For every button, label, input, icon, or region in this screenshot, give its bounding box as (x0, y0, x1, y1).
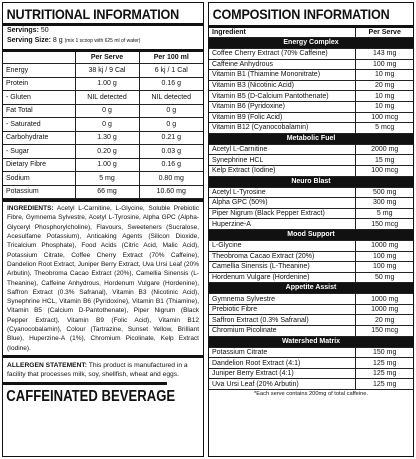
nutrition-row (3, 64, 203, 78)
composition-cell-name: Vitamin B5 (D-Calcium Pantothenate) (209, 91, 356, 102)
nutrition-cell-serve: 0 g (75, 118, 139, 132)
section-header: Metabolic Fuel (209, 133, 413, 144)
composition-cell-value: 20 mg (356, 315, 413, 326)
composition-cell-value: 125 mg (356, 368, 413, 379)
composition-cell-value: 10 mg (356, 91, 413, 102)
nutrition-cell-per100: 0.80 mg (139, 172, 203, 186)
section-header-row (209, 38, 413, 49)
composition-header-row (209, 27, 413, 38)
composition-row (209, 304, 413, 315)
composition-cell-name: Uva Ursi Leaf (20% Arbutin) (209, 379, 356, 390)
nutrition-cell-name: Energy (3, 64, 75, 78)
header-per-serve: Per Serve (356, 27, 413, 38)
composition-cell-name: Synephrine HCL (209, 155, 356, 166)
nutrition-cell-name: Sodium (3, 172, 75, 186)
nutrition-cell-name: Potassium (3, 185, 75, 199)
composition-row (209, 70, 413, 81)
composition-cell-value: 5 mcg (356, 123, 413, 134)
nutrition-cell-per100: 10.60 mg (139, 185, 203, 199)
servings-value: 50 (40, 27, 49, 34)
section-header-row (209, 176, 413, 187)
composition-cell-name: Piper Nigrum (Black Pepper Extract) (209, 208, 356, 219)
composition-cell-name: Kelp Extract (Iodine) (209, 165, 356, 176)
nutrition-header-row (3, 51, 203, 64)
nutrition-cell-per100: 0.03 g (139, 145, 203, 159)
nutrition-cell-name: - Sugar (3, 145, 75, 159)
composition-row (209, 368, 413, 379)
composition-row (209, 272, 413, 283)
section-header: Energy Complex (209, 38, 413, 49)
nutrition-cell-per100: 0.21 g (139, 131, 203, 145)
nutrition-row (3, 77, 203, 91)
composition-row (209, 187, 413, 198)
composition-cell-value: 5 mg (356, 208, 413, 219)
section-header-row (209, 133, 413, 144)
nutrition-row (3, 185, 203, 199)
composition-row (209, 251, 413, 262)
composition-cell-name: L-Glycine (209, 240, 356, 251)
nutrition-table (3, 49, 203, 199)
composition-cell-value: 125 mg (356, 379, 413, 390)
nutrition-title: NUTRITIONAL INFORMATION (6, 6, 180, 22)
nutrition-cell-serve: 1.00 g (75, 77, 139, 91)
header-blank (3, 51, 75, 64)
ingredients-text: Acetyl L-Carnitine, L-Glycine, Soluble Prebiotic Fibre, Gymnema Sylvestre, Acetyl L-Tyrosine, Alpha GPC (Alpha-Glyceryl Phosphorylcholine), Flavours, Sweeteners (Sucralose, Acesulfame Potassium), Anticaking Agents (Silicon Dioxide, Tricalcium Phosphate), Food Acids (Citric Acid, Malic Acid), Potassium Citrate, Coffee Cherry Extract (70% Caffeine), Dandelion Root Extract, Juniper Berry Extract, Uva Ursi Leaf (20% Arbutin), Theobroma Cacao Extract (20%), Camellia Sinensis (L-Theanine), Caffeine Anhydrous, Hordenum Vulgare (Hordenine), Saffron Extract (0.3% Safranal), Vitamin B3 (Nicotinic Acid), Synephrine HCL, Vitamin B6 (Pyridoxine), Vitamin B1 (Thiamine), Vitamin B5 (Calcium D-Pantothenate), Piper Nigrum (Black Pepper Extract), Vitamin B9 (Folic Acid), Vitamin B12 (Cyanocobalamin), Colour (Tartrazine, Sunset Yellow, Brilliant Blue), Huperzine-A (1%), Chromium Picolinate, Kelp Extract (Iodine). (7, 205, 199, 352)
header-per-100ml: Per 100 ml (139, 51, 203, 64)
composition-table (209, 25, 413, 390)
composition-cell-name: Coffee Cherry Extract (70% Caffeine) (209, 49, 356, 60)
nutrition-cell-serve: NIL detected (75, 91, 139, 105)
nutrition-cell-serve: 0.20 g (75, 145, 139, 159)
section-header-row (209, 283, 413, 294)
nutrition-cell-per100: 6 kj / 1 Cal (139, 64, 203, 78)
composition-row (209, 101, 413, 112)
composition-cell-name: Camellia Sinensis (L-Theanine) (209, 262, 356, 273)
nutrition-cell-serve: 66 mg (75, 185, 139, 199)
nutrition-cell-serve: 5 mg (75, 172, 139, 186)
nutrition-cell-name: Carbohydrate (3, 131, 75, 145)
serving-size-line (3, 36, 203, 46)
nutrition-cell-per100: NIL detected (139, 91, 203, 105)
nutrition-cell-per100: 0 g (139, 118, 203, 132)
composition-cell-name: Acetyl L-Carnitine (209, 144, 356, 155)
nutrition-row (3, 145, 203, 159)
allergen-label: ALLERGEN STATEMENT: (7, 361, 87, 369)
nutrition-row (3, 158, 203, 172)
nutrition-cell-name: - Saturated (3, 118, 75, 132)
section-header-row (209, 336, 413, 347)
servings-label: Servings: (7, 27, 39, 34)
composition-cell-name: Vitamin B12 (Cyanocobalamin) (209, 123, 356, 134)
composition-row (209, 208, 413, 219)
composition-row (209, 91, 413, 102)
composition-cell-name: Chromium Picolinate (209, 326, 356, 337)
composition-cell-name: Gymnema Sylvestre (209, 294, 356, 305)
header-ingredient: Ingredient (209, 27, 356, 38)
composition-row (209, 59, 413, 70)
composition-cell-value: 10 mg (356, 101, 413, 112)
nutritional-information-panel (2, 2, 204, 457)
composition-row (209, 262, 413, 273)
composition-cell-value: 50 mg (356, 272, 413, 283)
composition-row (209, 112, 413, 123)
nutrition-cell-per100: 0.16 g (139, 77, 203, 91)
composition-cell-name: Theobroma Cacao Extract (20%) (209, 251, 356, 262)
section-header-row (209, 229, 413, 240)
composition-cell-value: 100 mg (356, 251, 413, 262)
header-per-serve: Per Serve (75, 51, 139, 64)
composition-cell-name: Prebiotic Fibre (209, 304, 356, 315)
nutrition-row (3, 172, 203, 186)
nutrition-row (3, 91, 203, 105)
section-header: Watershed Matrix (209, 336, 413, 347)
nutrition-cell-name: Fat Total (3, 104, 75, 118)
composition-cell-value: 100 mg (356, 262, 413, 273)
nutrition-cell-per100: 0 g (139, 104, 203, 118)
composition-cell-name: Hordenum Vulgare (Hordenine) (209, 272, 356, 283)
composition-row (209, 219, 413, 230)
composition-cell-name: Acetyl L-Tyrosine (209, 187, 356, 198)
section-header: Neuro Blast (209, 176, 413, 187)
composition-cell-value: 1000 mg (356, 294, 413, 305)
composition-row (209, 240, 413, 251)
ingredients-label: INGREDIENTS: (7, 205, 54, 213)
composition-row (209, 326, 413, 337)
composition-cell-value: 300 mg (356, 198, 413, 209)
caffeinated-beverage: CAFFEINATED BEVERAGE (3, 382, 167, 409)
nutrition-row (3, 131, 203, 145)
composition-cell-value: 15 mg (356, 155, 413, 166)
servings-line (3, 26, 203, 36)
composition-cell-name: Huperzine-A (209, 219, 356, 230)
composition-cell-name: Vitamin B3 (Nicotinic Acid) (209, 80, 356, 91)
composition-cell-name: Alpha GPC (50%) (209, 198, 356, 209)
composition-cell-name: Juniper Berry Extract (4:1) (209, 368, 356, 379)
nutrition-row (3, 118, 203, 132)
composition-cell-name: Vitamin B6 (Pyridoxine) (209, 101, 356, 112)
composition-cell-name: Caffeine Anhydrous (209, 59, 356, 70)
composition-row (209, 358, 413, 369)
composition-row (209, 80, 413, 91)
nutrition-cell-per100: 0.16 g (139, 158, 203, 172)
composition-title: COMPOSITION INFORMATION (212, 6, 390, 22)
nutrition-cell-name: - Gluten (3, 91, 75, 105)
composition-cell-name: Dandelion Root Extract (4:1) (209, 358, 356, 369)
section-header: Appetite Assist (209, 283, 413, 294)
nutrition-cell-name: Dietary Fibre (3, 158, 75, 172)
composition-row (209, 123, 413, 134)
composition-row (209, 165, 413, 176)
composition-row (209, 49, 413, 60)
composition-cell-value: 2000 mg (356, 144, 413, 155)
nutrition-cell-serve: 1.30 g (75, 131, 139, 145)
composition-cell-value: 100 mg (356, 59, 413, 70)
composition-cell-value: 10 mg (356, 70, 413, 81)
allergen-text: This product is manufactured in a facility that processes milk, soy, shellfish, wheat and eggs. (7, 361, 188, 378)
composition-cell-value: 1000 mg (356, 240, 413, 251)
composition-cell-value: 100 mcg (356, 112, 413, 123)
composition-cell-name: Vitamin B9 (Folic Acid) (209, 112, 356, 123)
composition-cell-value: 150 mcg (356, 326, 413, 337)
composition-cell-value: 100 mcg (356, 165, 413, 176)
composition-cell-value: 20 mg (356, 80, 413, 91)
nutrition-cell-serve: 0 g (75, 104, 139, 118)
allergen-block (3, 355, 203, 382)
composition-row (209, 379, 413, 390)
composition-cell-value: 1000 mg (356, 304, 413, 315)
composition-row (209, 315, 413, 326)
composition-cell-value: 150 mg (356, 347, 413, 358)
nutrition-row (3, 104, 203, 118)
composition-cell-name: Vitamin B1 (Thiamine Mononitrate) (209, 70, 356, 81)
serving-size-value: 8 g (52, 37, 63, 44)
composition-row (209, 347, 413, 358)
composition-row (209, 155, 413, 166)
composition-cell-value: 500 mg (356, 187, 413, 198)
serving-size-label: Serving Size: (7, 37, 51, 44)
composition-cell-value: 125 mg (356, 358, 413, 369)
nutrition-cell-serve: 1.00 g (75, 158, 139, 172)
caffeine-note: *Each serve contains 200mg of total caffeine. (253, 391, 369, 398)
composition-cell-name: Potassium Citrate (209, 347, 356, 358)
composition-row (209, 294, 413, 305)
nutrition-cell-name: Protein (3, 77, 75, 91)
composition-row (209, 198, 413, 209)
serving-size-note: (mix 1 scoop with 625 ml of water) (64, 38, 141, 44)
composition-cell-value: 150 mcg (356, 219, 413, 230)
composition-row (209, 144, 413, 155)
composition-information-panel (208, 2, 414, 457)
composition-cell-value: 143 mg (356, 49, 413, 60)
composition-cell-name: Saffron Extract (0.3% Safranal) (209, 315, 356, 326)
section-header: Mood Support (209, 229, 413, 240)
nutrition-cell-serve: 38 kj / 9 Cal (75, 64, 139, 78)
ingredients-block (3, 199, 203, 355)
